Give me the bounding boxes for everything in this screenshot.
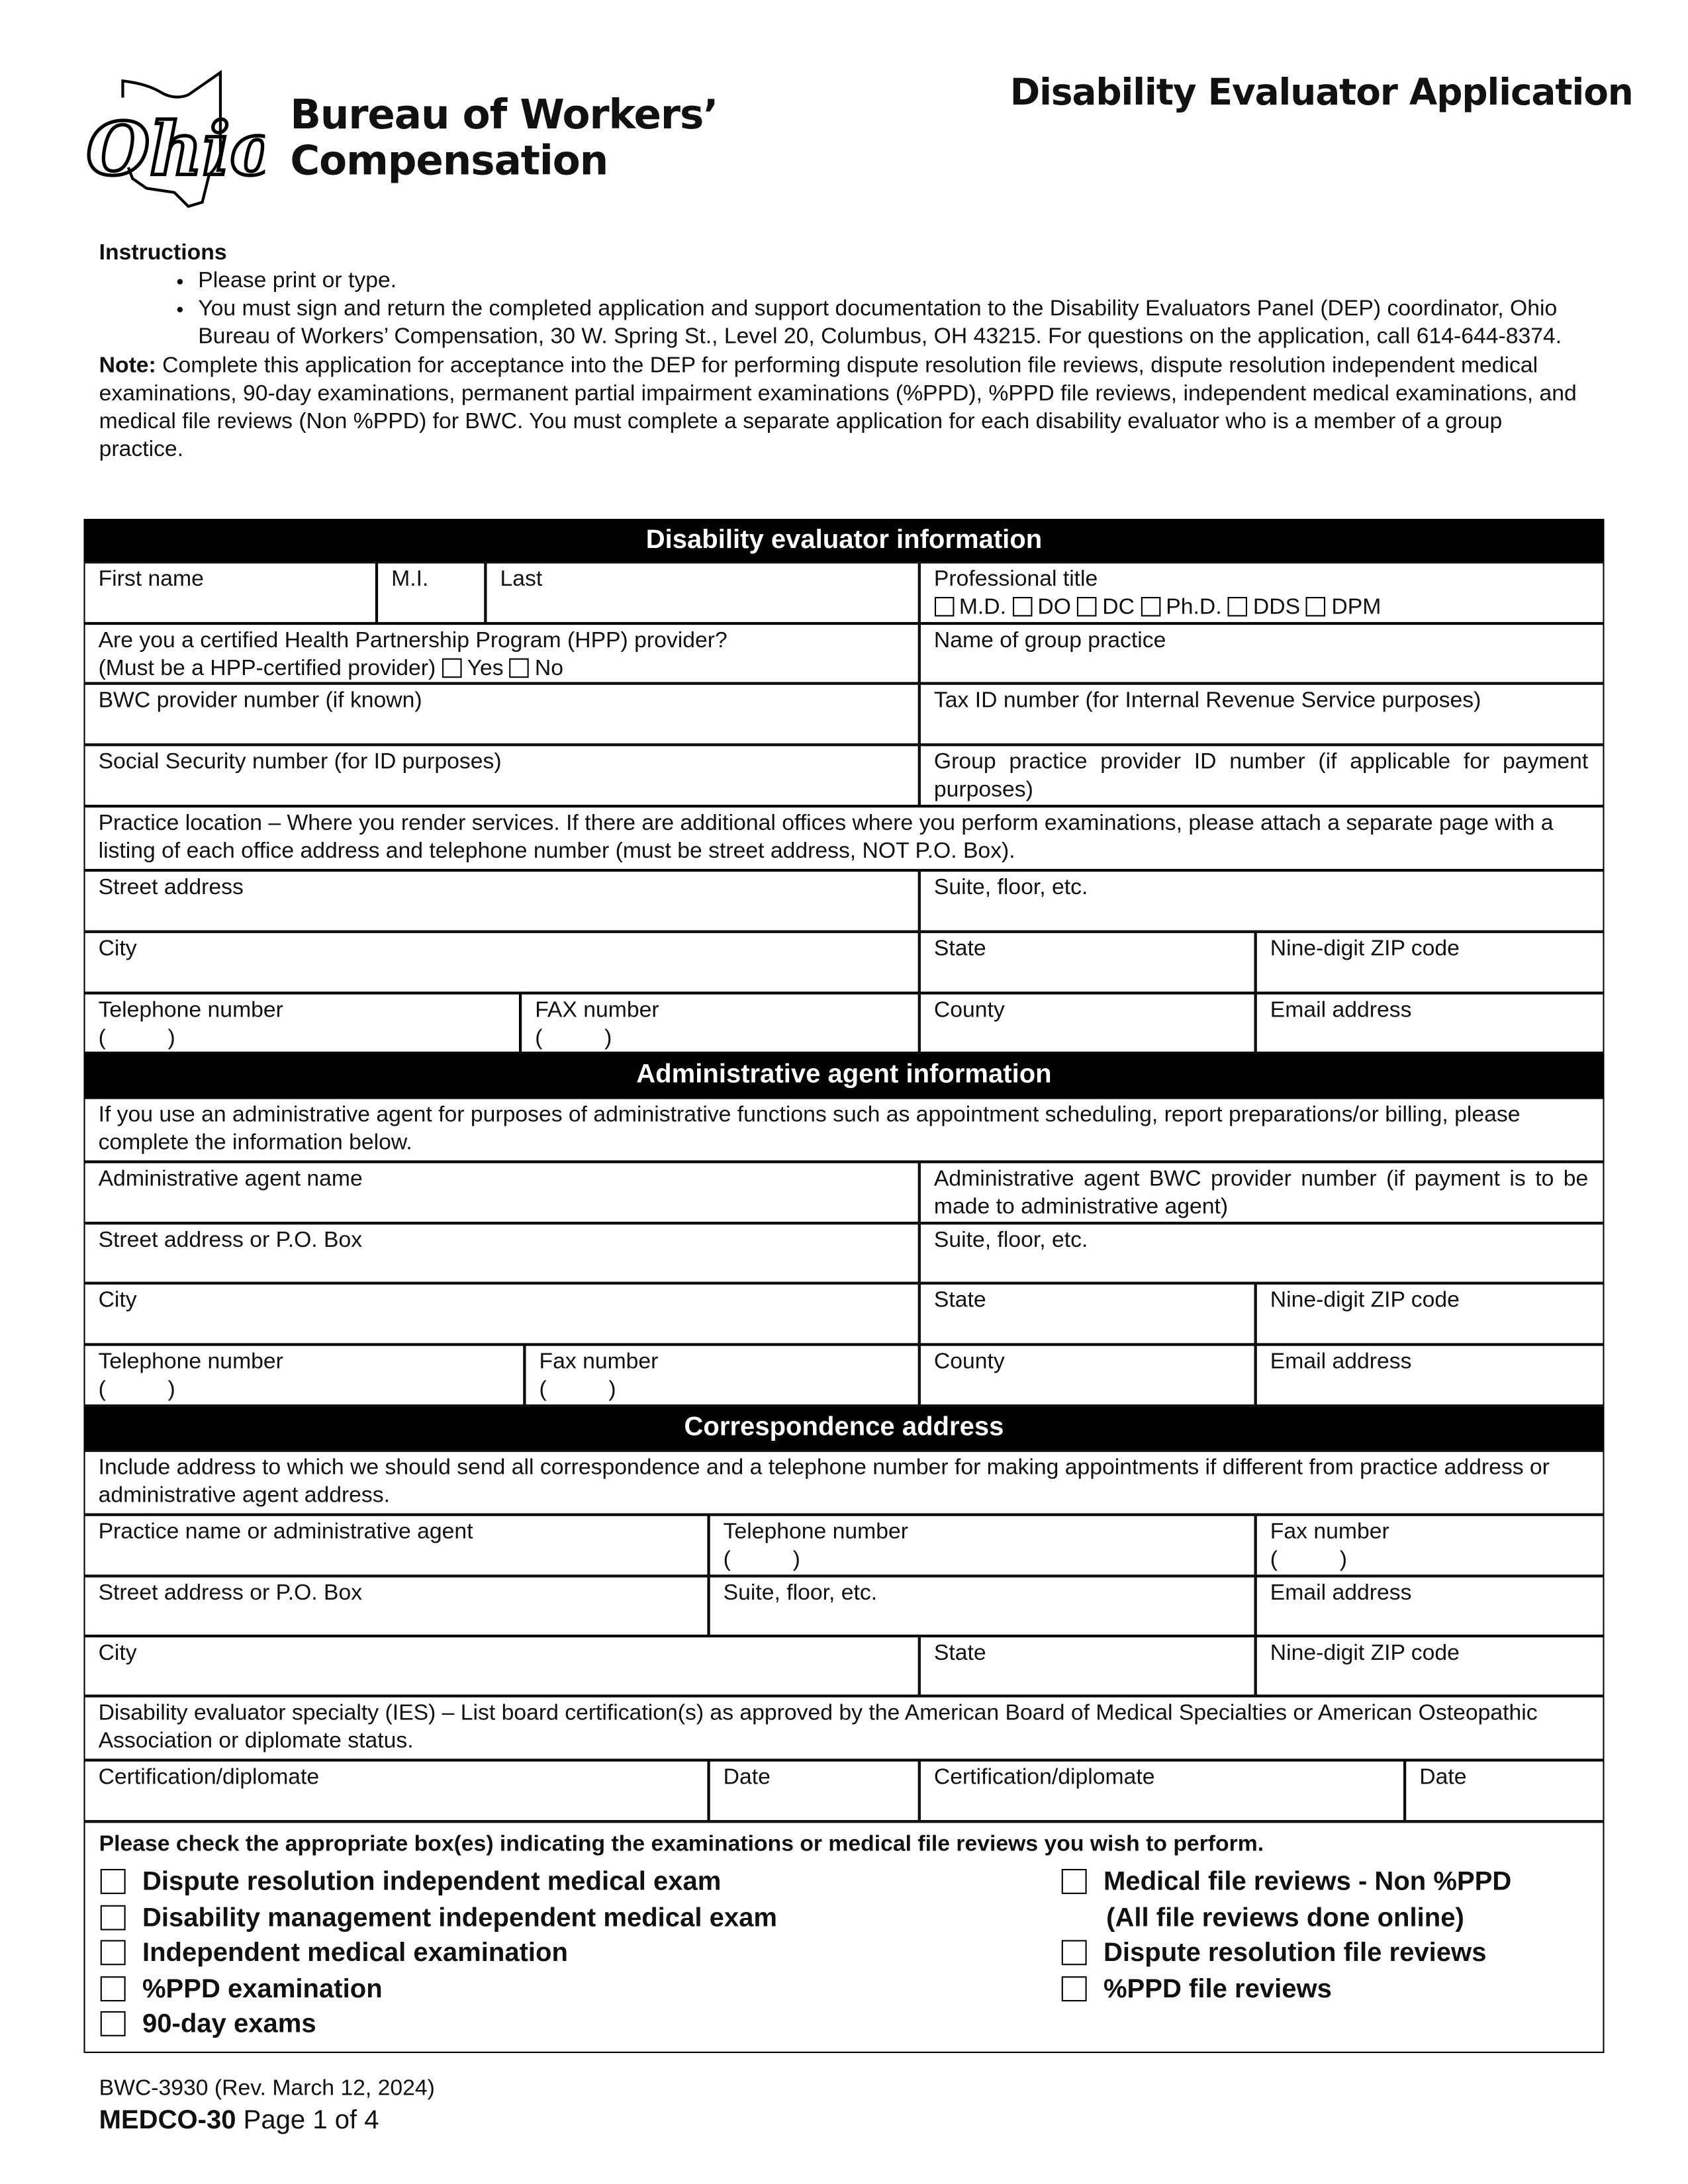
exam-option[interactable]: Medical file reviews - Non %PPD — [1062, 1865, 1512, 1901]
professional-title-field: Professional title M.D. DO DC Ph.D. DDS DPM — [919, 561, 1604, 623]
checkbox-dds[interactable] — [1228, 596, 1248, 616]
street-address-field[interactable]: Street address — [83, 870, 918, 931]
admin-state-field[interactable]: State — [919, 1283, 1255, 1344]
admin-county-field[interactable]: County — [919, 1343, 1255, 1405]
corr-email-field[interactable]: Email address — [1255, 1575, 1604, 1635]
tax-id-field[interactable]: Tax ID number (for Internal Revenue Service purposes) — [919, 683, 1604, 745]
form-number: BWC-3930 (Rev. March 12, 2024) — [99, 2076, 435, 2101]
section-header: Correspondence address — [83, 1406, 1604, 1450]
corr-zip-field[interactable]: Nine-digit ZIP code — [1255, 1635, 1604, 1696]
checkbox-do[interactable] — [1012, 596, 1032, 616]
group-practice-field[interactable]: Name of group practice — [919, 623, 1604, 683]
instruction-item: • Please print or type. — [198, 268, 1591, 296]
suite-field[interactable]: Suite, floor, etc. — [919, 870, 1604, 931]
section-header: Disability evaluator information — [83, 519, 1604, 562]
corr-telephone-field[interactable]: Telephone number ( ) — [708, 1514, 1255, 1576]
note: Note: Complete this application for acceptance into the DEP for performing dispute resolution file reviews, dispute resolution independent medical examinations, 90-day examinations, permanent partial impairment examinations (%PPD), %PPD file reviews, independent medical examinations, and medical file reviews (Non %PPD) for BWC. You must complete a separate application for each disability evaluator who is a member of a group practice. — [99, 354, 1577, 462]
checkbox-dpm[interactable] — [1306, 596, 1326, 616]
instruction-item: • You must sign and return the completed application and support documentation to the Disability Evaluators Panel (DEP) coordinator, Ohio Bureau of Workers’ Compensation, 30 W. Spring St., Level 20, Columbus, OH 43215. For questions on the application, call 614-644-8374. — [198, 296, 1591, 351]
correspondence-intro: Include address to which we should send all correspondence and a telephone number for making appointments if different from practice address or administrative agent address. — [83, 1450, 1603, 1514]
date-field-2[interactable]: Date — [1404, 1759, 1603, 1821]
svg-text:Ohio: Ohio — [86, 106, 265, 192]
bwc-provider-number-field[interactable]: BWC provider number (if known) — [83, 683, 918, 745]
admin-street-field[interactable]: Street address or P.O. Box — [83, 1222, 918, 1283]
admin-agent-name-field[interactable]: Administrative agent name — [83, 1161, 918, 1222]
specialty-note: Disability evaluator specialty (IES) – List board certification(s) as approved by the American Board of Medical Specialties or American Osteopathic Association or diplomate status. — [83, 1696, 1603, 1760]
hpp-provider-field: Are you a certified Health Partnership Program (HPP) provider? (Must be a HPP-certified provider) Yes No — [83, 623, 918, 683]
org-name-line2: Compensation — [290, 136, 608, 185]
last-name-field[interactable]: Last — [485, 561, 918, 623]
ohio-logo — [83, 69, 265, 216]
zip-field[interactable]: Nine-digit ZIP code — [1255, 931, 1604, 993]
state-field[interactable]: State — [919, 931, 1255, 993]
corr-city-field[interactable]: City — [83, 1635, 918, 1696]
first-name-field[interactable]: First name — [83, 561, 376, 623]
corr-street-field[interactable]: Street address or P.O. Box — [83, 1575, 708, 1635]
admin-agent-intro: If you use an administrative agent for purposes of administrative functions such as appointment scheduling, report preparations/or billing, please complete the information below. — [83, 1097, 1603, 1161]
certification-field-2[interactable]: Certification/diplomate — [919, 1759, 1404, 1821]
checkbox-hpp-yes[interactable] — [442, 658, 462, 678]
admin-city-field[interactable]: City — [83, 1283, 918, 1344]
exam-option[interactable]: 90-day exams — [101, 2007, 777, 2043]
admin-email-field[interactable]: Email address — [1255, 1343, 1604, 1405]
instructions-heading: Instructions — [99, 241, 227, 265]
exam-option[interactable]: Dispute resolution independent medical exam — [101, 1865, 777, 1901]
exam-option[interactable]: Independent medical examination — [101, 1936, 777, 1972]
corr-state-field[interactable]: State — [919, 1635, 1255, 1696]
checkbox-md[interactable] — [934, 596, 954, 616]
admin-agent-bwc-number-field[interactable]: Administrative agent BWC provider number (if payment is to be made to administrative agent) — [919, 1161, 1604, 1222]
org-name-line1: Bureau of Workers’ — [290, 90, 718, 138]
exam-option[interactable]: %PPD file reviews — [1062, 1972, 1512, 2007]
city-field[interactable]: City — [83, 931, 918, 993]
mi-field[interactable]: M.I. — [376, 561, 485, 623]
page-footer: MEDCO-30 Page 1 of 4 — [99, 2106, 379, 2136]
exam-selection-heading: Please check the appropriate box(es) indicating the examinations or medical file reviews you wish to perform. — [99, 1833, 1264, 1856]
exam-option[interactable]: %PPD examination — [101, 1972, 777, 2007]
date-field-1[interactable]: Date — [708, 1759, 919, 1821]
county-field[interactable]: County — [919, 992, 1255, 1052]
ssn-field[interactable]: Social Security number (for ID purposes) — [83, 744, 918, 805]
section-header: Administrative agent information — [83, 1053, 1604, 1097]
admin-zip-field[interactable]: Nine-digit ZIP code — [1255, 1283, 1604, 1344]
corr-practice-name-field[interactable]: Practice name or administrative agent — [83, 1514, 708, 1576]
checkbox-dc[interactable] — [1077, 596, 1097, 616]
email-field[interactable]: Email address — [1255, 992, 1604, 1052]
exam-option[interactable]: Dispute resolution file reviews — [1062, 1936, 1512, 1972]
exam-option[interactable]: Disability management independent medical exam — [101, 1900, 777, 1936]
corr-fax-field[interactable]: Fax number ( ) — [1255, 1514, 1604, 1576]
group-provider-id-field[interactable]: Group practice provider ID number (if applicable for payment purposes) — [919, 744, 1604, 805]
checkbox-phd[interactable] — [1141, 596, 1160, 616]
admin-suite-field[interactable]: Suite, floor, etc. — [919, 1222, 1604, 1283]
exam-option-note: (All file reviews done online) — [1106, 1903, 1464, 1933]
admin-fax-field[interactable]: Fax number ( ) — [524, 1343, 918, 1405]
checkbox-hpp-no[interactable] — [510, 658, 530, 678]
certification-field-1[interactable]: Certification/diplomate — [83, 1759, 708, 1821]
page-title: Disability Evaluator Application — [1009, 72, 1633, 114]
fax-field[interactable]: FAX number ( ) — [520, 992, 919, 1052]
admin-telephone-field[interactable]: Telephone number ( ) — [83, 1343, 524, 1405]
practice-location-note: Practice location – Where you render services. If there are additional offices where you perform examinations, please attach a separate page with a listing of each office address and telephone number (must be street address, NOT P.O. Box). — [83, 805, 1603, 870]
corr-suite-field[interactable]: Suite, floor, etc. — [708, 1575, 1255, 1635]
telephone-field[interactable]: Telephone number ( ) — [83, 992, 520, 1052]
